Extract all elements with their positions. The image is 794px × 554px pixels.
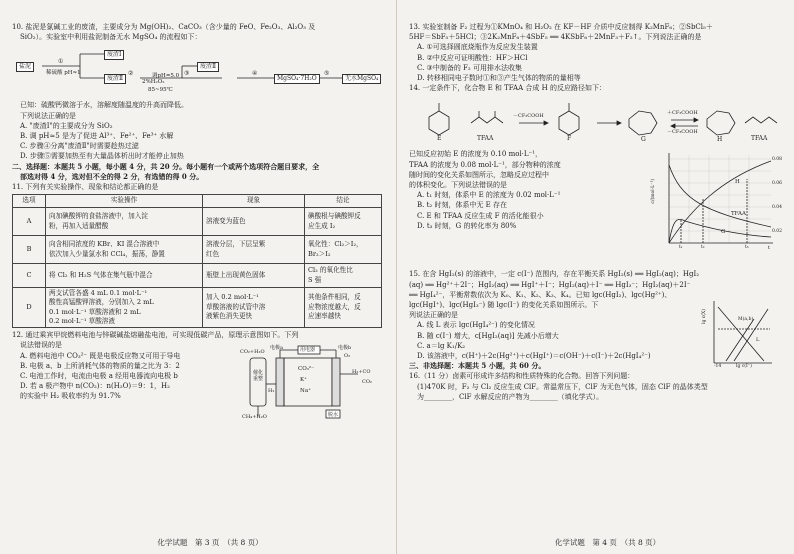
table-cell-conclusion: 其他条件相同，反 应物浓度越大，反 应速率越快 (305, 288, 382, 328)
flow-end-box: 无水MgSO₄ (342, 74, 381, 84)
lgc-line-l: L (756, 337, 760, 344)
q14-body (409, 149, 784, 269)
q15-stem: 列说法正确的是 (409, 311, 458, 320)
q13-option-c: C. ③中制备的 F₂ 可用排水法收集 (417, 63, 522, 72)
table-row (13, 236, 382, 264)
flow-waste2b-box: 废渣Ⅱ (197, 62, 219, 72)
table-cell-option: C (13, 264, 46, 288)
q10-option-a: A. "废渣Ⅰ"的主要成分为 SiO₂ (20, 121, 113, 130)
q12-option-a: A. 燃料电池中 CO₃²⁻ 既是电极反应物又可用于导电 (20, 351, 181, 360)
graph-xtick-t3: t₃ (745, 245, 749, 251)
q13-option-b: B. ②中反应可证明酸性：HF＞HCl (417, 53, 528, 62)
cell-label-o2: O₂ (344, 353, 351, 360)
q10-option-d: D. 步骤⑤需要加热至有大量晶体析出时才能停止加热 (20, 152, 184, 161)
q14-reaction-scheme (409, 95, 784, 147)
flow-cond-acid: 稀硫酸 pH≈1 (46, 70, 81, 77)
q15-stem: ══ HgI₄²⁻，平衡常数依次为 K₀、K₁、K₂、K₃、K₄。已知 lgc(HgI₂)、lgc(Hg²⁺)、 (409, 290, 672, 299)
table-cell-option: D (13, 288, 46, 328)
series-label-h: H (735, 179, 740, 186)
q15-option-d: D. 该溶液中，c(H⁺)＋2c(Hg²⁺)＋c(HgI⁺)＝c(OH⁻)＋c(I⁻)＋2c(HgI₄²⁻) (417, 352, 651, 361)
flow-step-5: ⑤ (324, 70, 330, 78)
lgc-graph (704, 299, 774, 371)
q10-line: 10. 盐泥是氯碱工业的废渣，主要成分为 Mg(OH)₂、CaCO₃（含少量的 FeO、Fe₂O₃、Al₂O₃ 及 (12, 23, 316, 31)
q14-body-line: 随时间的变化关系如图所示，忽略反应过程中 (409, 170, 549, 179)
flow-mid-box: MgSO₄·7H₂O (274, 74, 320, 84)
q12-stem: 说法错误的是 (20, 341, 62, 350)
cell-label-co3: CO₃²⁻ (298, 366, 315, 373)
cell-label-electrode-a: 电极a (270, 345, 283, 352)
graph-ylabel: c/(mol·L⁻¹) (651, 179, 656, 204)
flow-step-3: ③ (184, 70, 190, 78)
graph-ytick: 0.02 (772, 229, 783, 235)
rx-label-f: F (567, 135, 572, 143)
graph-ytick: 0.08 (772, 157, 783, 163)
table-cell-phenomenon: 溶液变为蓝色 (203, 208, 305, 236)
rx-label-g: G (641, 136, 646, 144)
table-cell-conclusion: 氧化性：Cl₂＞I₂， Br₂＞I₂ (305, 236, 382, 264)
table-cell-conclusion: 碘酸根与碘酸钾反 应生成 I₂ (305, 208, 382, 236)
flow-waste1-box: 废渣Ⅰ (104, 50, 124, 60)
q11-stem: 11. 下列有关实验操作、现象和结论都正确的是 (12, 183, 159, 192)
q12-option-b: B. 电极 a、b 上所消耗气体的物质的量之比为 3：2 (20, 361, 180, 370)
q13-option-d: D. 转移相同电子数时①和③产生气体的物质的量相等 (417, 74, 581, 83)
q10-option-b: B. 调 pH≈5 是为了促进 Al³⁺、Fe²⁺、Fe³⁺ 水解 (20, 132, 174, 141)
q12-option-c: C. 电池工作时，电流由电极 a 经用电器流向电极 b (20, 372, 178, 381)
lgc-neg14: -14 (714, 364, 722, 370)
q15-option-c: C. a＝lg K₁/K₂ (417, 341, 466, 350)
q13-stem: 5HF＝SbF₅＋5HCl；③2K₂MnF₆＋4SbF₅ ══ 4KSbF₆＋2MnF₃＋F₂↑。下列说法正确的是 (409, 33, 702, 42)
q15-stem: lgc(HgI⁺)、lgc(HgI₃⁻) 随 lgc(I⁻) 的变化关系如图所示。下 (409, 301, 599, 310)
section2-heading: 二、选择题：本题共 5 小题，每小题 4 分，共 20 分。每小题有一个或两个选项符合题目要求，全 (12, 161, 320, 171)
q16-stem: 16.（11 分）卤素可形成许多结构和性质特殊的化合物。回答下列问题： (409, 372, 635, 381)
rx-label-e: E (437, 135, 442, 143)
table-header-cell: 结论 (305, 195, 382, 208)
cell-label-co2: CO₂+H₂O (240, 349, 265, 356)
table-header-cell: 现象 (203, 195, 305, 208)
table-cell-op: 向含相同浓度的 KBr、KI 混合溶液中 依次加入少量氯水和 CCl₄，振荡，静置 (46, 236, 203, 264)
lgc-plot (704, 299, 774, 371)
q14-option-d: D. t₃ 时刻，G 的转化率为 80% (417, 221, 517, 230)
q10-line: SiO₂）。实验室中利用盐泥制备无水 MgSO₄ 的流程如下： (20, 33, 202, 42)
q14-stem: 14. 一定条件下，化合物 E 和 TFAA 合成 H 的反应路径如下： (409, 84, 606, 93)
lgc-ylabel: lg c(X) (702, 309, 707, 325)
table-cell-phenomenon: 瓶壁上出现黄色固体 (203, 264, 305, 288)
left-footer: 化学试题 第 3 页 （共 8 页） (157, 538, 263, 547)
q10-option-c: C. 步骤④分离"废渣Ⅱ"时需要趁热过滤 (20, 142, 139, 151)
q12-block (12, 330, 386, 421)
series-label-tfaa: TFAA (731, 211, 746, 218)
flow-cond-temp: 85~95℃ (148, 87, 173, 94)
q10-flow-diagram (12, 44, 386, 98)
rx-label-plus: ＋CF₃COOH (667, 110, 698, 117)
cell-label-dewater: 脱水 (328, 412, 339, 419)
q14-option-c: C. E 和 TFAA 反应生成 F 的活化能很小 (417, 211, 544, 220)
rx-label-h: H (717, 136, 723, 144)
q14-body-line: TFAA 的浓度为 0.08 mol·L⁻¹，部分物种的浓度 (409, 160, 561, 169)
flow-waste2-box: 废渣Ⅱ (104, 74, 126, 84)
right-page (397, 0, 794, 554)
right-footer: 化学试题 第 4 页 （共 8 页） (554, 538, 661, 547)
table-row (13, 288, 382, 328)
flow-cond-ph: 调pH=5.0 (152, 73, 180, 80)
q16-part1: (1)470K 时，F₂ 与 Cl₂ 反应生成 ClF。常温常压下，ClF 为无色气体，固态 ClF 的晶体类型 (417, 382, 708, 391)
graph-xlabel: t (768, 245, 771, 252)
fuel-cell-diagram (240, 344, 390, 422)
flow-step-1: ① (58, 58, 64, 66)
cell-label-out: CO₂ (362, 379, 372, 386)
q11-table (12, 194, 382, 328)
rx-label-minus3: －CF₃COOH (667, 129, 698, 136)
rx-label-tfaa2: TFAA (751, 135, 768, 143)
section2-heading: 部选对得 4 分，选对但不全的得 2 分，有选错的得 0 分。 (20, 171, 204, 181)
table-row (13, 208, 382, 236)
q15-stem: 15. 在含 HgI₂(s) 的溶液中，一定 c(I⁻) 范围内，存在平衡关系 HgI₂(s) ══ HgI₂(aq)；HgI₂ (409, 270, 700, 279)
q16-part1-blank: 为________，ClF 水解反应的产物为________（填化学式）。 (417, 392, 604, 401)
graph-xtick-t1: t₁ (679, 245, 683, 251)
flow-step-2: ② (128, 70, 134, 78)
section3-heading: 三、非选择题：本题共 5 小题，共 60 分。 (409, 361, 546, 371)
table-header-cell: 选项 (13, 195, 46, 208)
table-cell-phenomenon: 加入 0.2 mol·L⁻¹ 草酸溶液的试管中溶 液紫色消失更快 (203, 288, 305, 328)
table-cell-op: 将 Cl₂ 和 H₂S 气体在集气瓶中混合 (46, 264, 203, 288)
graph-xtick-t2: t₂ (701, 245, 705, 251)
q12-option-d-cont: 的实验中 H₂ 吸收率约为 91.7% (20, 392, 121, 401)
table-cell-conclusion: Cl₂ 的氧化性比 S 强 (305, 264, 382, 288)
cell-label-electrode-b: 电极b (338, 345, 352, 352)
table-cell-option: B (13, 236, 46, 264)
cell-label-ch4: CH₄+H₂O (242, 414, 267, 421)
cell-label-h2: H₂ (268, 388, 275, 395)
rx-label-tfaa: TFAA (477, 135, 494, 143)
flow-cond-h2o2: 2%H₂O₂ (142, 79, 165, 86)
cell-label-load: 用电器 (300, 347, 316, 354)
flow-start-box: 盐泥 (16, 62, 34, 72)
concentration-graph (651, 149, 783, 264)
q10-body-line: 已知：硫酸钙微溶于水，溶解度随温度的升高而降低。 (20, 101, 188, 110)
q14-body-line: 已知反应初始 E 的浓度为 0.10 mol·L⁻¹， (409, 150, 543, 159)
q13-stem: 13. 实验室制备 F₂ 过程为①KMnO₄ 和 H₂O₂ 在 KF－HF 介质中反应制得 K₂MnF₆；②SbCl₅＋ (409, 23, 713, 31)
table-cell-phenomenon: 溶液分层，下层呈紫 红色 (203, 236, 305, 264)
rx-label-minus1: －CF₃COOH (513, 113, 544, 120)
q14-option-a: A. t₁ 时刻，体系中 E 的浓度为 0.02 mol·L⁻¹ (417, 191, 561, 200)
flow-step-4: ④ (252, 70, 258, 78)
reaction-drawing (409, 95, 784, 147)
q15-stem: (aq) ══ Hg²⁺＋2I⁻；HgI₂(aq) ══ HgI⁺＋I⁻；HgI₂(aq)＋I⁻ ══ HgI₃⁻；HgI₂(aq)＋2I⁻ (409, 280, 691, 289)
table-cell-op: 两支试管各盛 4 mL 0.1 mol·L⁻¹ 酸性高锰酸钾溶液，分别加入 2 mL 0.1 mol·L⁻¹ 草酸溶液和 2 mL 0.2 mol·L⁻¹ 草酸溶液 (46, 288, 203, 328)
lgc-point-m: M(a,b) (738, 317, 754, 323)
graph-ytick: 0.06 (772, 181, 783, 187)
table-header-cell: 实验操作 (46, 195, 203, 208)
q12-option-d: D. 若 a 极产物中 n(CO₂)：n(H₂O)＝9：1，H₂ (20, 382, 170, 391)
q14-option-b: B. t₂ 时刻，体系中无 E 存在 (417, 201, 507, 210)
table-header-row (13, 195, 382, 208)
q15-option-a: A. 线 L 表示 lgc(HgI₄²⁻) 的变化情况 (417, 321, 535, 330)
cell-label-reform: 催化重整 (253, 370, 264, 383)
q13-option-a: A. ①可选择圆底烧瓶作为反应发生装置 (417, 43, 538, 52)
cell-label-na: Na⁺ (300, 388, 311, 395)
graph-ytick: 0.04 (772, 205, 783, 211)
q10-body-line: 下列说法正确的是 (20, 111, 76, 120)
cell-label-h2co: H₂+CO (352, 369, 371, 376)
lgc-xlabel: lg c(I⁻) (736, 364, 752, 370)
table-row (13, 264, 382, 288)
concentration-plot (651, 149, 776, 264)
table-cell-op: 向加碘酸钾的食盐溶液中，加入淀 粉，再加入适量醋酸 (46, 208, 203, 236)
q12-stem: 12. 通过乘宾甲烷燃料电池与锌碳碱盐熔融盐电池，可实现低碳产品，原理示意图如下。下列 (12, 331, 299, 340)
q14-body-line: 的体积变化。下列说法错误的是 (409, 181, 507, 190)
cell-label-k: K⁺ (300, 377, 308, 384)
q15-option-b: B. 随 c(I⁻) 增大，c[HgI₂(aq)] 先减小后增大 (417, 331, 559, 340)
table-cell-option: A (13, 208, 46, 236)
series-label-g: G (721, 229, 726, 236)
